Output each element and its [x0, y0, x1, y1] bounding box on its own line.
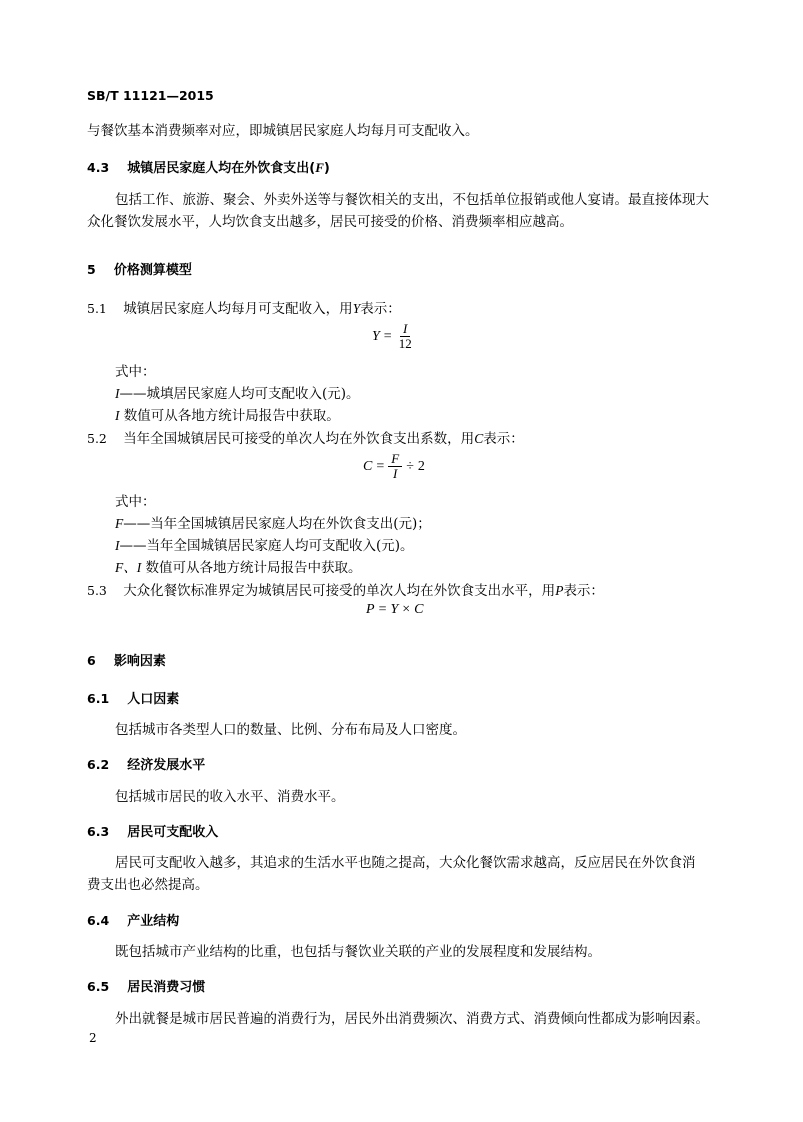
title-end: ) [323, 161, 330, 176]
formula-operator: × [402, 602, 411, 617]
definition-line [115, 513, 431, 535]
formula-rhs: 2 [417, 458, 425, 474]
section-number: 6 [87, 653, 96, 668]
section-6-1-para: 包括城市各类型人口的数量、比例、分布布局及人口密度。 [115, 722, 466, 738]
section-4-3-para-line2: 众化餐饮发展水平，人均饮食支出越多，居民可接受的价格、消费频率相应越高。 [87, 214, 573, 230]
section-title: 影响因素 [113, 654, 166, 669]
section-6-1-heading [87, 688, 179, 707]
section-4-3-heading [87, 157, 330, 176]
section-5-2-line [87, 428, 524, 450]
section-6-2-para: 包括城市居民的收入水平、消费水平。 [115, 789, 345, 805]
section-number: 6.5 [87, 979, 110, 994]
symbol: F、I [115, 560, 142, 575]
section-6-4-para: 既包括城市产业结构的比重，也包括与餐饮业关联的产业的发展程度和发展结构。 [115, 944, 601, 960]
fraction [388, 452, 402, 481]
formula-y [372, 322, 415, 351]
section-number: 5.3 [87, 583, 107, 598]
formula-lhs: Y [372, 328, 380, 344]
document-code: SB/T 11121—2015 [87, 88, 214, 103]
section-title: 经济发展水平 [127, 758, 206, 773]
section-number: 5.1 [87, 301, 107, 316]
where-label: 式中： [115, 494, 156, 510]
note-line [115, 557, 362, 579]
symbol: Y [352, 301, 361, 316]
section-5-3-line [87, 580, 604, 602]
text: ——当年全国城镇居民家庭人均在外饮食支出(元)； [123, 516, 431, 532]
section-4-3-para-line1: 包括工作、旅游、聚会、外卖外送等与餐饮相关的支出，不包括单位报销或他人宴请。最直接体现大 [115, 192, 709, 208]
note-line [115, 405, 340, 427]
formula-p [366, 602, 424, 618]
text: ——当年全国城镇居民家庭人均可支配收入(元)。 [119, 538, 414, 554]
text: 表示： [563, 583, 604, 599]
formula-eq: = [383, 328, 392, 344]
section-number: 6.3 [87, 824, 110, 839]
section-6-3-heading [87, 821, 218, 840]
section-number: 6.4 [87, 913, 110, 928]
section-5-1-line [87, 298, 401, 320]
section-title: 居民可支配收入 [127, 825, 219, 840]
text: ——城填居民家庭人均可支配收入(元)。 [119, 386, 360, 402]
section-number: 4.3 [87, 160, 110, 175]
symbol: I [115, 538, 120, 553]
intro-line: 与餐饮基本消费频率对应，即城镇居民家庭人均每月可支配收入。 [87, 123, 479, 139]
formula-lhs: P [366, 602, 375, 617]
text: 表示： [360, 301, 401, 317]
symbol: C [474, 431, 484, 446]
section-6-2-heading [87, 754, 205, 773]
section-title: 城镇居民家庭人均在外饮食支出( [127, 161, 316, 176]
fraction [396, 322, 415, 351]
numerator: I [400, 322, 410, 337]
text: 数值可从各地方统计局报告中获取。 [145, 560, 362, 576]
page-number: 2 [89, 1031, 97, 1045]
section-6-3-para-line1: 居民可支配收入越多，其追求的生活水平也随之提高，大众化餐饮需求越高，反应居民在外饮食消 [115, 855, 696, 871]
section-6-5-heading [87, 976, 205, 995]
section-number: 5.2 [87, 431, 107, 446]
formula-term: Y [390, 602, 399, 617]
text: 数值可从各地方统计局报告中获取。 [123, 408, 340, 424]
section-6-4-heading [87, 910, 179, 929]
section-6-5-para: 外出就餐是城市居民普遍的消费行为，居民外出消费频次、消费方式、消费倾向性都成为影响因素。 [115, 1011, 709, 1027]
text: 城镇居民家庭人均每月可支配收入，用 [123, 301, 353, 317]
formula-operator: ÷ [406, 458, 414, 474]
denominator: I [393, 466, 398, 481]
section-title: 价格测算模型 [113, 263, 192, 278]
section-6-3-para-line2: 费支出也必然提高。 [87, 877, 209, 893]
formula-eq: = [378, 602, 387, 617]
section-number: 6.2 [87, 757, 110, 772]
definition-line [115, 383, 360, 405]
text: 大众化餐饮标准界定为城镇居民可接受的单次人均在外饮食支出水平，用 [123, 583, 556, 599]
symbol: I [115, 386, 120, 401]
symbol: F [115, 516, 124, 531]
symbol: P [555, 583, 564, 598]
formula-c [363, 452, 425, 481]
formula-lhs: C [363, 458, 373, 474]
section-title: 产业结构 [127, 914, 180, 929]
definition-line [115, 535, 414, 557]
where-label: 式中： [115, 364, 156, 380]
symbol: I [115, 408, 120, 423]
section-title: 居民消费习惯 [127, 980, 206, 995]
section-6-heading [87, 650, 166, 669]
text: 表示： [483, 431, 524, 447]
text: 当年全国城镇居民可接受的单次人均在外饮食支出系数，用 [123, 431, 475, 447]
section-number: 6.1 [87, 691, 110, 706]
denominator: 12 [398, 336, 412, 351]
section-title: 人口因素 [127, 692, 180, 707]
title-symbol: F [315, 160, 324, 175]
section-number: 5 [87, 262, 96, 277]
numerator: F [388, 452, 402, 467]
section-5-heading [87, 259, 192, 278]
formula-term: C [414, 602, 424, 617]
formula-eq: = [376, 458, 385, 474]
